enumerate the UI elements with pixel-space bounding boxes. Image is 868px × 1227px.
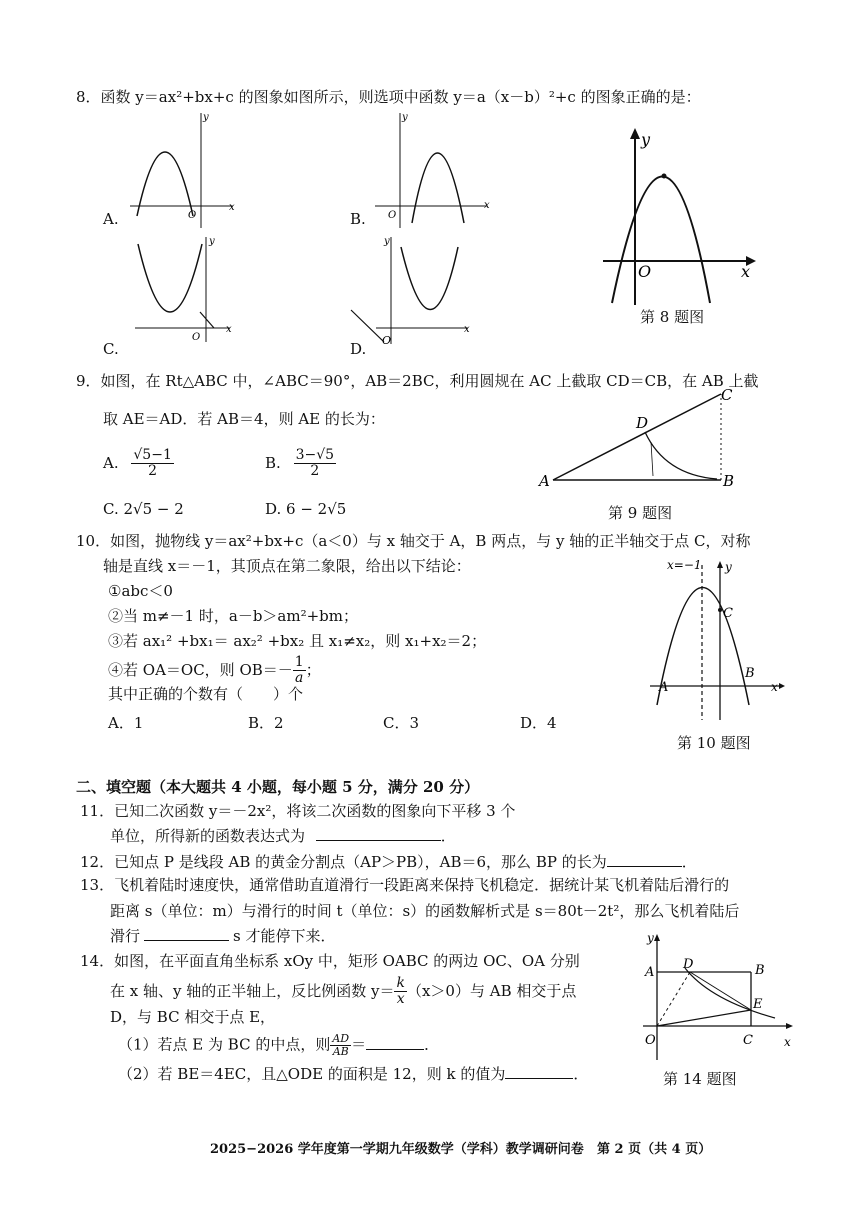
fraction-numerator: 3−√5: [295, 447, 335, 463]
q11-line2: [110, 826, 456, 845]
option-fraction: [294, 448, 336, 480]
footer-title: 2025−2026 学年度第一学期九年级数学（学科）教学调研问卷: [210, 1142, 584, 1157]
q10-figure: [645, 555, 790, 725]
q11-tail: ．: [440, 827, 456, 845]
axis-x-label: x: [741, 262, 751, 281]
q12-text: 12．已知点 P 是线段 AB 的黄金分割点（AP＞PB），AB＝6，那么 BP 的长为: [80, 853, 607, 871]
q10-question: 其中正确的个数有（ ）个: [108, 685, 304, 703]
q14-sub1-answer-blank[interactable]: [366, 1035, 424, 1050]
point-a-label: A: [659, 680, 669, 695]
conclusion-fraction: [293, 655, 306, 687]
q14-line1: 14．如图，在平面直角坐标系 xOy 中，矩形 OABC 的两边 OC、OA 分别: [80, 952, 580, 970]
origin-label: O: [192, 332, 201, 343]
axis-y-label: y: [402, 112, 408, 123]
q11-line1: 11．已知二次函数 y＝－2x²，将该二次函数的图象向下平移 3 个: [80, 802, 516, 820]
conclusion-tail: ；: [305, 660, 321, 679]
axis-y-label: y: [641, 130, 651, 149]
conclusion-text: ④若 OA＝OC，则 OB＝－: [108, 660, 293, 679]
q14-sub2-answer-blank[interactable]: [505, 1064, 573, 1079]
origin-label: O: [388, 210, 397, 221]
q10-figure-caption: 第 10 题图: [677, 734, 751, 752]
q9-stem-line2: 取 AE＝AD．若 AB＝4，则 AE 的长为：: [103, 410, 385, 428]
fraction-denominator: x: [396, 991, 405, 1008]
axis-x-label: x: [464, 324, 470, 335]
axis-y-label: y: [725, 560, 732, 574]
point-b-label: B: [755, 963, 765, 978]
q10-stem-line2: 轴是直线 x＝－1，其顶点在第二象限，给出以下结论：: [103, 557, 471, 575]
symmetry-axis-label: x=−1: [667, 558, 702, 572]
q14-line2: [110, 976, 576, 1008]
fraction-denominator: a: [295, 670, 304, 687]
axis-y-label: y: [647, 931, 654, 945]
q9-option-a[interactable]: [103, 448, 174, 480]
q14-sub1-text: （1）若点 E 为 BC 的中点，则: [118, 1035, 331, 1054]
q10-conclusion-1: ①abc＜0: [108, 582, 173, 600]
q8-option-d-graph: [346, 232, 476, 352]
point-e-label: E: [753, 997, 763, 1012]
point-b-label: B: [723, 472, 735, 490]
origin-label: O: [188, 210, 197, 221]
q12-answer-blank[interactable]: [607, 852, 682, 867]
q14-figure: [635, 930, 800, 1065]
q14-figure-caption: 第 14 题图: [663, 1070, 737, 1088]
axis-x-label: x: [484, 200, 490, 211]
axis-y-label: y: [209, 236, 215, 247]
point-c-label: C: [723, 606, 733, 621]
fraction-denominator: 2: [148, 463, 158, 480]
q10-stem-line1: 10．如图，抛物线 y＝ax²+bx+c（a＜0）与 x 轴交于 A，B 两点，与 y 轴的正半轴交于点 C，对称: [76, 532, 751, 550]
q13-text-pre: 滑行: [110, 927, 141, 945]
q14-sub1: [118, 1033, 439, 1058]
origin-label: O: [645, 1033, 656, 1048]
fraction-numerator: k: [396, 975, 405, 991]
q8-stem: 8．函数 y＝ax²+bx+c 的图象如图所示，则选项中函数 y＝a（x－b）²+c 的图象正确的是：: [76, 88, 701, 106]
q10-option-b[interactable]: B．2: [248, 714, 284, 732]
q10-option-d[interactable]: D．4: [520, 714, 557, 732]
axis-x-label: x: [229, 202, 235, 213]
fraction-denominator: AB: [332, 1045, 349, 1059]
origin-label: O: [638, 262, 652, 281]
q8-option-c-label[interactable]: C.: [103, 340, 119, 358]
q12-tail: ．: [681, 853, 697, 871]
q14-text-post: （x＞0）与 AB 相交于点: [406, 981, 577, 1000]
footer-page-number: 第 2 页（共 4 页）: [597, 1142, 712, 1157]
q11-text: 单位，所得新的函数表达式为: [110, 827, 306, 845]
q10-option-a[interactable]: A．1: [108, 714, 144, 732]
q8-option-a-label[interactable]: A.: [103, 210, 119, 228]
axis-y-label: y: [384, 236, 390, 247]
q8-figure: [598, 125, 763, 310]
q13-text-post: s 才能停下来．: [233, 927, 336, 945]
q8-option-b-graph: [372, 108, 492, 233]
q14-fraction: [394, 976, 406, 1008]
fraction-denominator: 2: [310, 463, 320, 480]
q14-sub1-equals: ＝: [351, 1035, 367, 1054]
q14-sub1-tail: ．: [424, 1035, 440, 1054]
q8-option-a-graph: [125, 108, 240, 233]
q10-conclusion-2: ②当 m≠－1 时，a－b＞am²+bm；: [108, 607, 358, 625]
fraction-numerator: AD: [332, 1032, 350, 1045]
fraction-numerator: 1: [294, 654, 304, 670]
axis-y-label: y: [203, 112, 209, 123]
axis-x-label: x: [771, 680, 778, 694]
q12-line: [80, 852, 697, 871]
q13-answer-blank[interactable]: [144, 926, 229, 941]
section2-title: 二、填空题（本大题共 4 小题，每小题 5 分，满分 20 分）: [76, 778, 480, 796]
q9-figure: [535, 380, 745, 495]
point-b-label: B: [745, 666, 755, 681]
q9-option-d[interactable]: D. 6 − 2√5: [265, 500, 347, 518]
q9-option-c[interactable]: C. 2√5 − 2: [103, 500, 184, 518]
q14-sub1-fraction: [330, 1033, 351, 1058]
q10-option-c[interactable]: C．3: [383, 714, 420, 732]
q10-conclusion-3: ③若 ax₁² +bx₁＝ ax₂² +bx₂ 且 x₁≠x₂，则 x₁+x₂＝2；: [108, 632, 487, 650]
q11-answer-blank[interactable]: [316, 826, 441, 841]
q14-sub2-text: （2）若 BE＝4EC，且△ODE 的面积是 12，则 k 的值为: [118, 1065, 506, 1083]
point-c-label: C: [721, 386, 733, 404]
q9-stem-line1: 9．如图，在 Rt△ABC 中，∠ABC＝90°，AB＝2BC，利用圆规在 AC 上截取 CD＝CB，在 AB 上截: [76, 372, 759, 390]
q8-option-d-label[interactable]: D.: [350, 340, 367, 358]
option-fraction: [131, 448, 173, 480]
point-d-label: D: [636, 414, 649, 432]
origin-label: O: [382, 334, 392, 347]
q14-text-pre: 在 x 轴、y 轴的正半轴上，反比例函数 y＝: [110, 981, 395, 1000]
fraction-numerator: √5−1: [133, 447, 172, 463]
q8-option-c-graph: [130, 232, 240, 347]
q14-sub2-tail: ．: [573, 1065, 589, 1083]
q9-figure-caption: 第 9 题图: [608, 504, 673, 522]
option-label: A.: [103, 453, 119, 472]
axis-x-label: x: [784, 1035, 791, 1049]
q14-line3: D，与 BC 相交于点 E，: [110, 1008, 276, 1026]
point-c-label: C: [743, 1033, 753, 1048]
point-a-label: A: [645, 965, 655, 980]
axis-x-label: x: [226, 324, 232, 335]
q8-option-b-label[interactable]: B.: [350, 210, 366, 228]
q10-conclusion-4: [108, 655, 321, 687]
q13-line1: 13．飞机着陆时速度快，通常借助直道滑行一段距离来保持飞机稳定．据统计某飞机着陆后滑行的: [80, 876, 730, 894]
q13-line2: 距离 s（单位：m）与滑行的时间 t（单位：s）的函数解析式是 s＝80t－2t²，那么飞机着陆后: [110, 902, 740, 920]
point-d-label: D: [683, 957, 694, 972]
q14-sub2: [118, 1064, 588, 1083]
point-a-label: A: [539, 472, 550, 490]
q8-figure-caption: 第 8 题图: [640, 308, 705, 326]
option-label: B.: [265, 453, 281, 472]
q13-line3: [110, 926, 335, 945]
q9-option-b[interactable]: [265, 448, 336, 480]
